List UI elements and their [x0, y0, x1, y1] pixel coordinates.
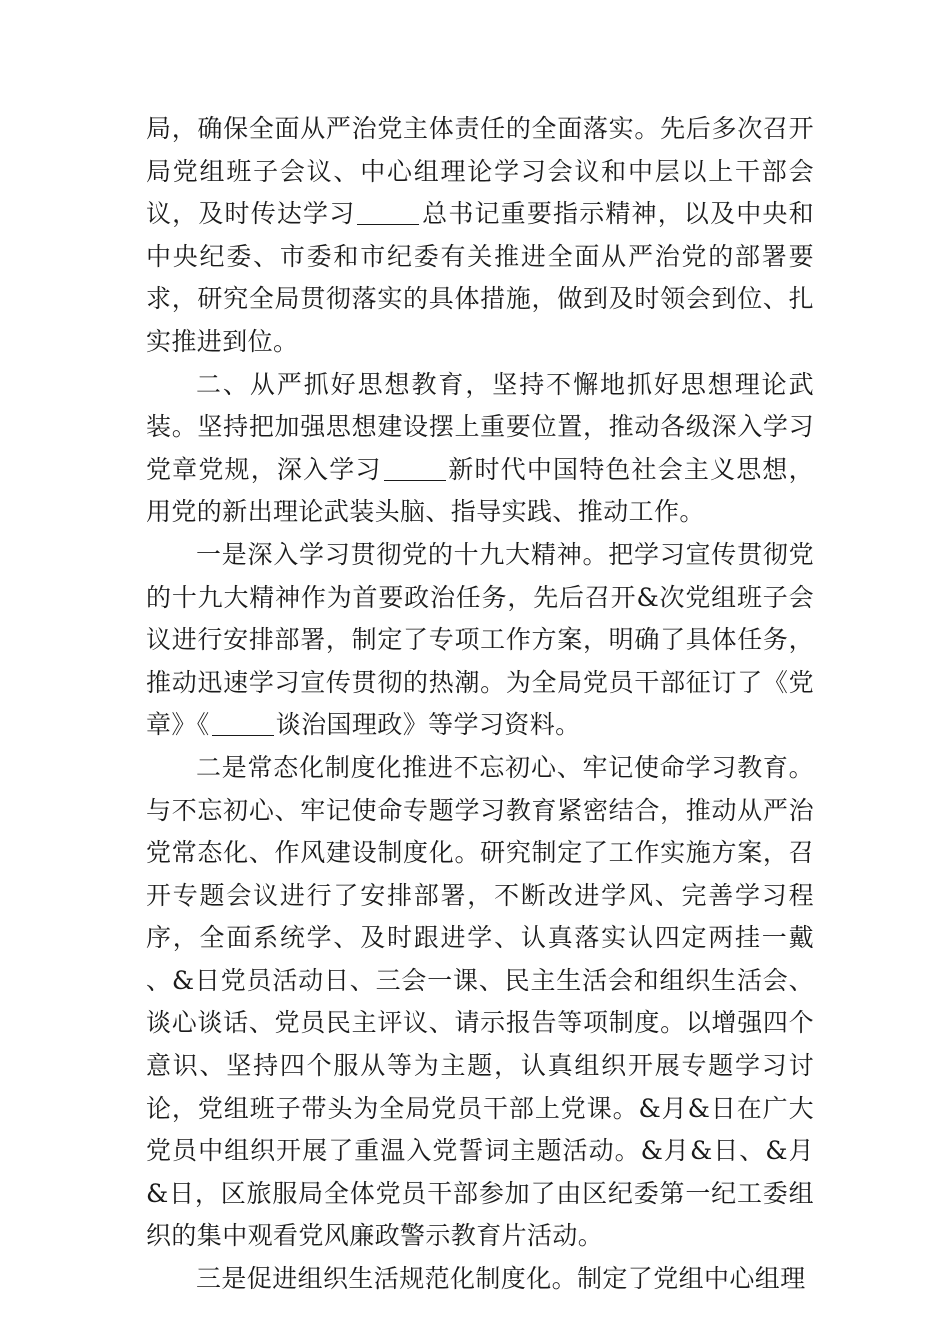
paragraph-3 [146, 534, 814, 747]
paragraph-3-text-a: 一是深入学习贯彻党的十九大精神。把学习宣传贯彻党的十九大精神作为首要政治任务，先后召开&次党组班子会议进行安排部署，制定了专项工作方案，明确了具体任务，推动迅速学习宣传贯彻的热潮。为全局党员干部征订了《党章》《 [146, 539, 814, 740]
paragraph-2-text-b: 新时代中国特色社会主义思想，用党的新出理论武装头脑、指导实践、推动工作。 [146, 454, 814, 527]
paragraph-2-text-a: 二、从严抓好思想教育，坚持不懈地抓好思想理论武装。坚持把加强思想建设摆上重要位置，推动各级深入学习党章党规，深入学习 [146, 369, 814, 484]
paragraph-5 [146, 1258, 814, 1301]
paragraph-1-text-b: 总书记重要指示精神，以及中央和中央纪委、市委和市纪委有关推进全面从严治党的部署要求，研究全局贯彻落实的具体措施，做到及时领会到位、扎实推进到位。 [146, 199, 814, 356]
blank-underline [357, 200, 419, 225]
paragraph-3-text-b: 谈治国理政》等学习资料。 [275, 710, 581, 740]
paragraph-1 [146, 108, 814, 364]
blank-underline [212, 711, 274, 736]
paragraph-2-heading [146, 364, 814, 534]
paragraph-5-text: 三是促进组织生活规范化制度化。制定了党组中心组理 [196, 1264, 806, 1294]
paragraph-1-text-a: 局，确保全面从严治党主体责任的全面落实。先后多次召开局党组班子会议、中心组理论学习会议和中层以上干部会议，及时传达学习 [146, 114, 814, 229]
paragraph-4-text: 二是常态化制度化推进不忘初心、牢记使命学习教育。与不忘初心、牢记使命专题学习教育紧密结合，推动从严治党常态化、作风建设制度化。研究制定了工作实施方案，召开专题会议进行了安排部署，不断改进学风、完善学习程序，全面系统学、及时跟进学、认真落实认四定两挂一戴 、&日党员活动日、三会一课、民主生活会和组织生活会、谈心谈话、党员民主评议、请示报告等项制度。以增强四个意识、坚持四个服从等为主题，认真组织开展专题学习讨论，党组班子带头为全局党员干部上党课。&月&日在广大党员中组织开展了重温入党誓词主题活动。&月&日、&月&日，区旅服局全体党员干部参加了由区纪委第一纪工委组织的集中观看党风廉政警示教育片活动。 [146, 752, 814, 1251]
paragraph-4 [146, 747, 814, 1258]
blank-underline [384, 456, 446, 481]
document-body [146, 108, 814, 1301]
